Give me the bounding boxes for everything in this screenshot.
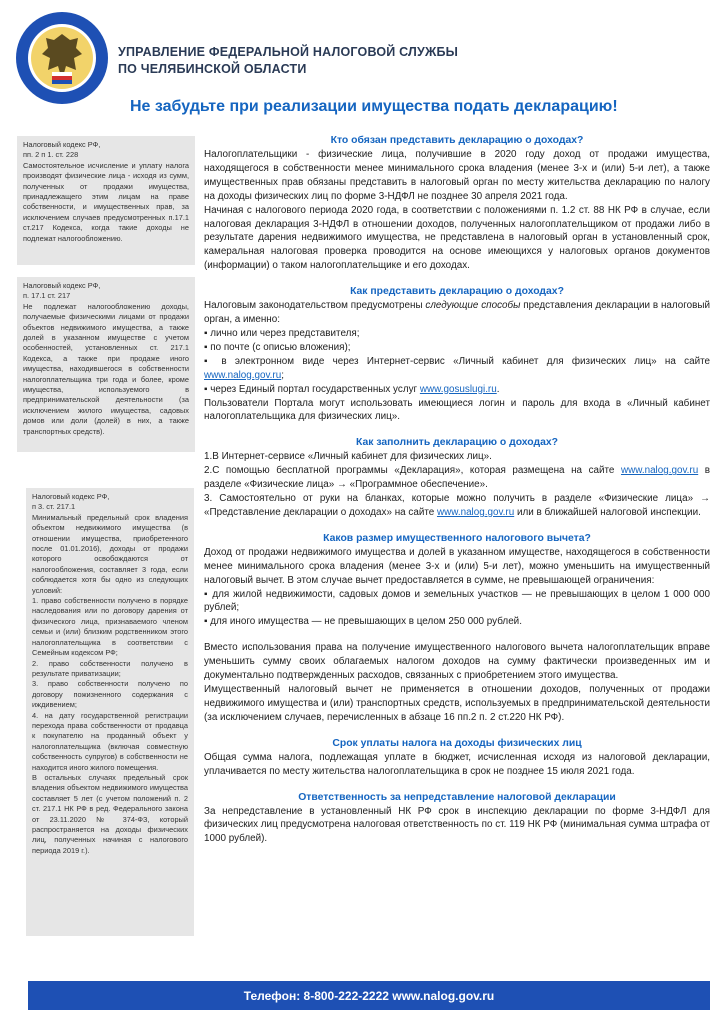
paragraph: Имущественный налоговый вычет не применяется в отношении доходов, полученных от продажи недвижимого имущества и (или) транспортных средств, используемых в предпринимательской деятельности (за исключением случаев, перечисленных в абзаце 16 пп.2 п. 2 ст.220 НК РФ). bbox=[204, 684, 710, 723]
sidebar-note-line: Налоговый кодекс РФ, bbox=[23, 140, 101, 149]
section-title: Как представить декларацию о доходах? bbox=[350, 286, 564, 298]
sidebar-note-line: Не подлежат налогообложению доходы, получаемые физическими лицами от продажи объектов недвижимого имущества, а также долей в указанном имуществе с учетом особенностей, установленных ст. 217.1 Кодекса, а также при продаже иного имущества, находившегося в собственности налогоплательщика три года и более, кроме имущества, используемого в предпринимательской деятельности (за исключением жилого имущества, садовых домов или доли (долей) в них, а также транспортных средств). bbox=[23, 301, 189, 436]
sidebar-note-line: Налоговый кодекс РФ, bbox=[23, 281, 101, 290]
footer-text: Телефон: 8-800-222-2222 www.nalog.gov.ru bbox=[243, 988, 495, 1003]
section-deduction-size bbox=[204, 532, 710, 725]
nalog-link[interactable]: www.nalog.gov.ru bbox=[620, 465, 699, 477]
sidebar-note-line: Минимальный предельный срок владения объектом недвижимого имущества (в отношении имущества, приобретенного после 01.01.2016), доходы от продажи которого освобождаются от налогообложения, составляет 3 года, если соблюдается хотя бы одно из следующих условий: bbox=[32, 512, 188, 595]
list-item: ▪ через Единый портал государственных услуг www.gosuslugi.ru. bbox=[204, 383, 500, 395]
paragraph: Общая сумма налога, подлежащая уплате в бюджет, исчисленная исходя из налоговой декларации, уплачивается по месту жительства налогоплательщика в срок не позднее 15 июля 2021 года. bbox=[204, 751, 710, 777]
section-title: Ответственность за непредставление налоговой декларации bbox=[298, 791, 616, 803]
list-item: 3. Самостоятельно от руки на бланках, которые можно получить в разделе «Физические лица» → «Представление декларации о доходах» на сайте www.nalog.gov.ru или в ближайшей налоговой инспекции. bbox=[204, 493, 710, 518]
footer-contact-bar bbox=[28, 981, 710, 1010]
paragraph: Налогоплательщики - физические лица, получившие в 2020 году доход от продажи имущества, находящегося в собственности менее минимального срока владения (менее 3-х и (или) 5-и лет), а также имущественных прав обязаны представить в налоговый орган по месту жительства декларацию по налогу на доходы физических лиц по форме 3-НДФЛ не позднее 30 апреля 2021 года. bbox=[204, 149, 710, 202]
fns-emblem-logo bbox=[14, 10, 110, 106]
sidebar-note-line: п. 17.1 ст. 217 bbox=[23, 291, 71, 301]
sidebar-note-line: 3. право собственности получено по договору пожизненного содержания с иждивением; bbox=[32, 679, 188, 710]
section-title: Каков размер имущественного налогового вычета? bbox=[323, 532, 591, 544]
sidebar-note-line: В остальных случаях предельный срок владения объектом недвижимого имущества составляет 5 лет (с учетом положений п. 2 ст. 217.1 НК РФ в ред. Федерального закона от 23.11.2020 № 374-ФЗ, который распространяется на доходы физических лиц, полученных начиная с налогового периода 2019 г.). bbox=[32, 772, 188, 855]
paragraph: За непредставление в установленный НК РФ срок в инспекцию декларации по форме 3-НДФЛ для физических лиц предусмотрена налоговая ответственность по ст. 119 НК РФ (минимальная сумма штрафа от 1000 рублей). bbox=[204, 805, 710, 845]
list-item: 1.В Интернет-сервисе «Личный кабинет для физических лиц». bbox=[204, 451, 492, 463]
sidebar-note-3 bbox=[26, 488, 194, 936]
section-how-to-fill bbox=[204, 436, 710, 520]
nalog-link[interactable]: www.nalog.gov.ru bbox=[204, 369, 282, 381]
section-payment-deadline bbox=[204, 737, 710, 779]
list-item: ▪ для иного имущества — не превышающих в целом 250 000 рублей. bbox=[204, 616, 522, 628]
list-item: ▪ по почте (с описью вложения); bbox=[204, 341, 351, 353]
section-how-to-submit bbox=[204, 285, 710, 424]
section-title: Кто обязан представить декларацию о доходах? bbox=[330, 135, 584, 146]
main-content bbox=[204, 134, 710, 849]
sidebar-note-line: Налоговый кодекс РФ, bbox=[32, 492, 110, 501]
sidebar-note-line: 4. на дату государственной регистрации перехода права собственности от продавца к покупателю на проданный объект у налогоплательщика (включая совместную собственность супругов) в собственности не находится иного жилого помещения. bbox=[32, 710, 188, 772]
org-line-1: УПРАВЛЕНИЕ ФЕДЕРАЛЬНОЙ НАЛОГОВОЙ СЛУЖБЫ bbox=[118, 45, 459, 59]
sidebar-note-1 bbox=[17, 136, 195, 265]
section-title: Срок уплаты налога на доходы физических лиц bbox=[332, 737, 582, 749]
nalog-link[interactable]: www.nalog.gov.ru bbox=[436, 506, 515, 518]
sidebar-note-line: пп. 2 п 1. ст. 228 bbox=[23, 150, 79, 160]
sidebar-note-line: п 3. ст. 217.1 bbox=[32, 502, 76, 512]
sidebar-note-2 bbox=[17, 277, 195, 452]
page-title: Не забудьте при реализации имущества подать декларацию! bbox=[130, 98, 618, 115]
sidebar-note-line: 2. право собственности получено в результате приватизации; bbox=[32, 658, 188, 678]
gosuslugi-link[interactable]: www.gosuslugi.ru bbox=[419, 383, 497, 395]
org-line-2: ПО ЧЕЛЯБИНСКОЙ ОБЛАСТИ bbox=[118, 62, 307, 76]
organization-name bbox=[118, 44, 458, 78]
paragraph: Пользователи Портала могут использовать имеющиеся логин и пароль для входа в «Личный кабинет налогоплательщика для физических лиц». bbox=[204, 397, 710, 423]
list-item: 2.С помощью бесплатной программы «Декларация», которая размещена на сайте www.nalog.gov.ru в разделе «Физические лица» → «Программное обеспечение». bbox=[204, 465, 710, 491]
section-who-must-file bbox=[204, 134, 710, 273]
sidebar-note-line: 1. право собственности получено в порядке наследования или по договору дарения от физического лица, признаваемого членом семьи и (или) близким родственником этого налогоплательщика в соответствии с Семейным кодексом РФ; bbox=[32, 596, 188, 658]
section-title: Как заполнить декларацию о доходах? bbox=[355, 437, 559, 449]
paragraph: Вместо использования права на получение имущественного налогового вычета налогоплательщик вправе уменьшить сумму своих облагаемых налогом доходов на сумму фактически произведенных им и документально подтвержденных расходов, связанных с приобретением этого имущества. bbox=[204, 642, 710, 682]
section-liability bbox=[204, 791, 710, 847]
paragraph: Доход от продажи недвижимого имущества и долей в указанном имуществе, находящегося в собственности менее минимального срока владения (менее 3-х и (или) 5-и лет), можно уменьшить на имущественный налоговый вычет. В этом случае вычет предоставляется в сумме, не превышающей ограничения: bbox=[204, 546, 710, 586]
paragraph: Налоговым законодательством предусмотрены следующие способы представления декларации в налоговый орган, а именно: bbox=[204, 300, 711, 326]
paragraph: Начиная с налогового периода 2020 года, в соответствии с положениями п. 1.2 ст. 88 НК РФ в случае, если налоговая декларация 3-НДФЛ в отношении доходов, полученных налогоплательщиком от продажи либо в результате дарения недвижимого имущества, не представлена в налоговый орган в установленный срок, камеральная налоговая проверка проводится на основе имеющихся у налоговых органов документов (информации) о таком налогоплательщике и его доходах. bbox=[204, 204, 710, 272]
list-item: ▪ в электронном виде через Интернет-сервис «Личный кабинет для физических лиц» на сайте www.nalog.gov.ru; bbox=[204, 355, 710, 381]
list-item: ▪ для жилой недвижимости, садовых домов и земельных участков — не превышающих в целом 1 000 000 рублей; bbox=[204, 588, 710, 614]
sidebar-note-line: Самостоятельное исчисление и уплату налога производят физические лица - исходя из сумм, полученных от продажи имущества, принадлежащего этим лицам на праве собственности, и имущественных прав, за исключением случаев предусмотренных п.17.1 ст.217 Кодекса, когда такие доходы не подлежат налогообложению. bbox=[23, 160, 189, 243]
list-item: ▪ лично или через представителя; bbox=[204, 327, 360, 339]
